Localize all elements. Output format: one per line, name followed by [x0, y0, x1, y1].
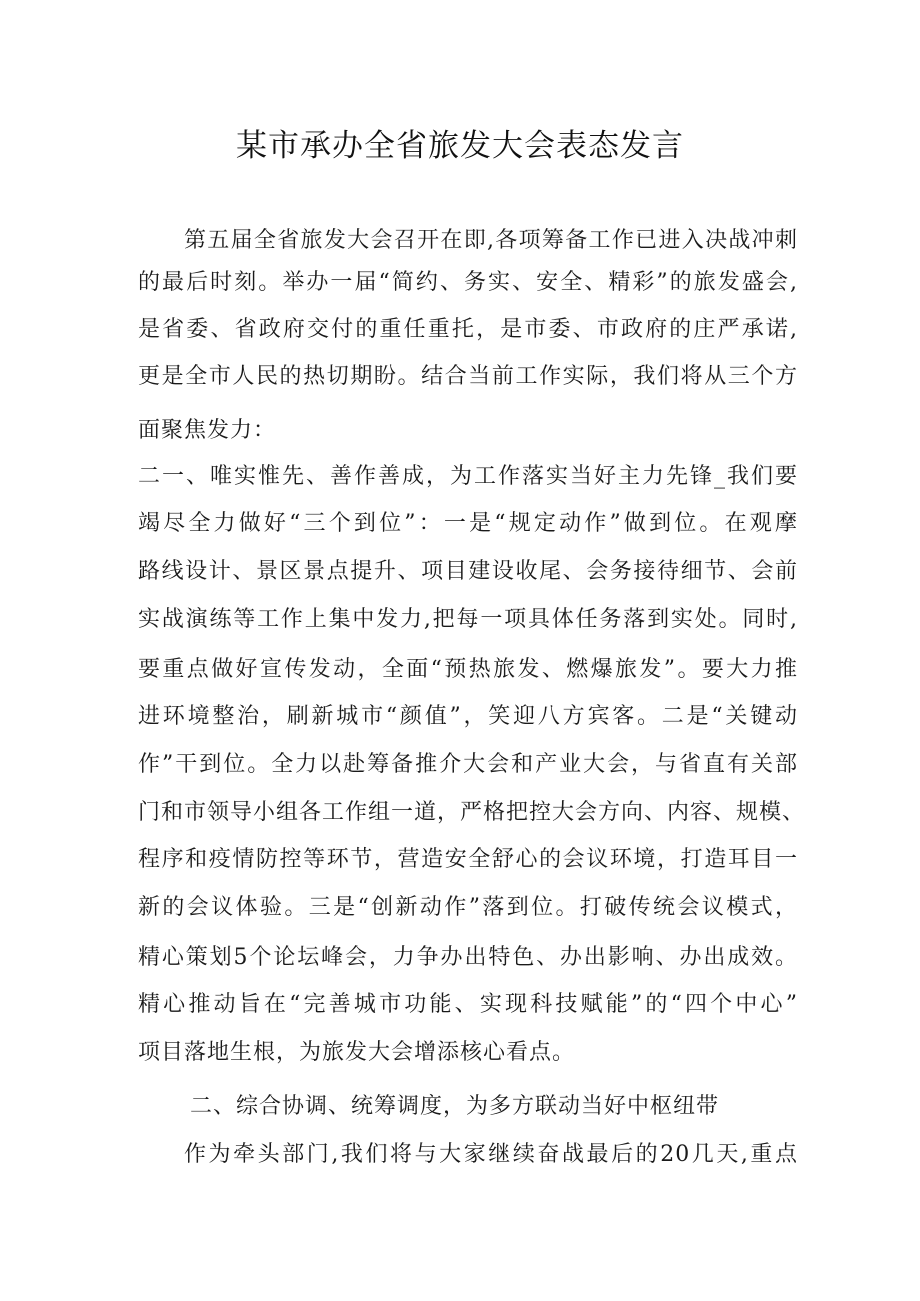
- paragraph-line: 新的会议体验。三是“创新动作”落到位。打破传统会议模式，: [138, 895, 798, 920]
- paragraph-line: 作”干到位。全力以赴筹备推介大会和产业大会，与省直有关部: [138, 752, 798, 777]
- paragraph-line: 程序和疫情防控等环节，营造安全舒心的会议环境，打造耳目一: [138, 847, 798, 872]
- section-heading: 二、综合协调、统筹调度，为多方联动当好中枢纽带: [190, 1094, 720, 1119]
- paragraph-line: 精心推动旨在“完善城市功能、实现科技赋能”的“四个中心”: [138, 992, 798, 1017]
- paragraph-line: 项目落地生根，为旅发大会增添核心看点。: [138, 1040, 576, 1065]
- paragraph-line: 面聚焦发力：: [138, 418, 277, 443]
- paragraph-line: 竭尽全力做好“三个到位”：一是“规定动作”做到位。在观摩: [138, 511, 798, 536]
- paragraph-line: 更是全市人民的热切期盼。结合当前工作实际，我们将从三个方: [138, 364, 798, 389]
- paragraph-line: 二一、唯实惟先、善作善成，为工作落实当好主力先锋_我们要: [138, 464, 798, 489]
- paragraph-line: 门和市领导小组各工作组一道，严格把控大会方向、内容、规模、: [138, 800, 806, 825]
- paragraph-line: 第五届全省旅发大会召开在即,各项筹备工作已进入决战冲刺: [184, 228, 798, 253]
- paragraph-line: 精心策划5个论坛峰会，力争办出特色、办出影响、办出成效。: [138, 945, 798, 970]
- paragraph-line: 要重点做好宣传发动，全面“预热旅发、燃爆旅发”。要大力推: [138, 657, 798, 682]
- paragraph-line: 路线设计、景区景点提升、项目建设收尾、会务接待细节、会前: [138, 559, 798, 584]
- paragraph-line: 作为牵头部门,我们将与大家继续奋战最后的20几天,重点: [184, 1142, 798, 1167]
- paragraph-line: 的最后时刻。举办一届“简约、务实、安全、精彩”的旅发盛会,: [138, 270, 798, 295]
- paragraph-line: 进环境整治，刷新城市“颜值”，笑迎八方宾客。二是“关键动: [138, 704, 798, 729]
- paragraph-line: 实战演练等工作上集中发力,把每一项具体任务落到实处。同时,: [138, 607, 798, 632]
- paragraph-line: 是省委、省政府交付的重任重托，是市委、市政府的庄严承诺,: [138, 317, 798, 342]
- document-title: 某市承办全省旅发大会表态发言: [236, 128, 684, 164]
